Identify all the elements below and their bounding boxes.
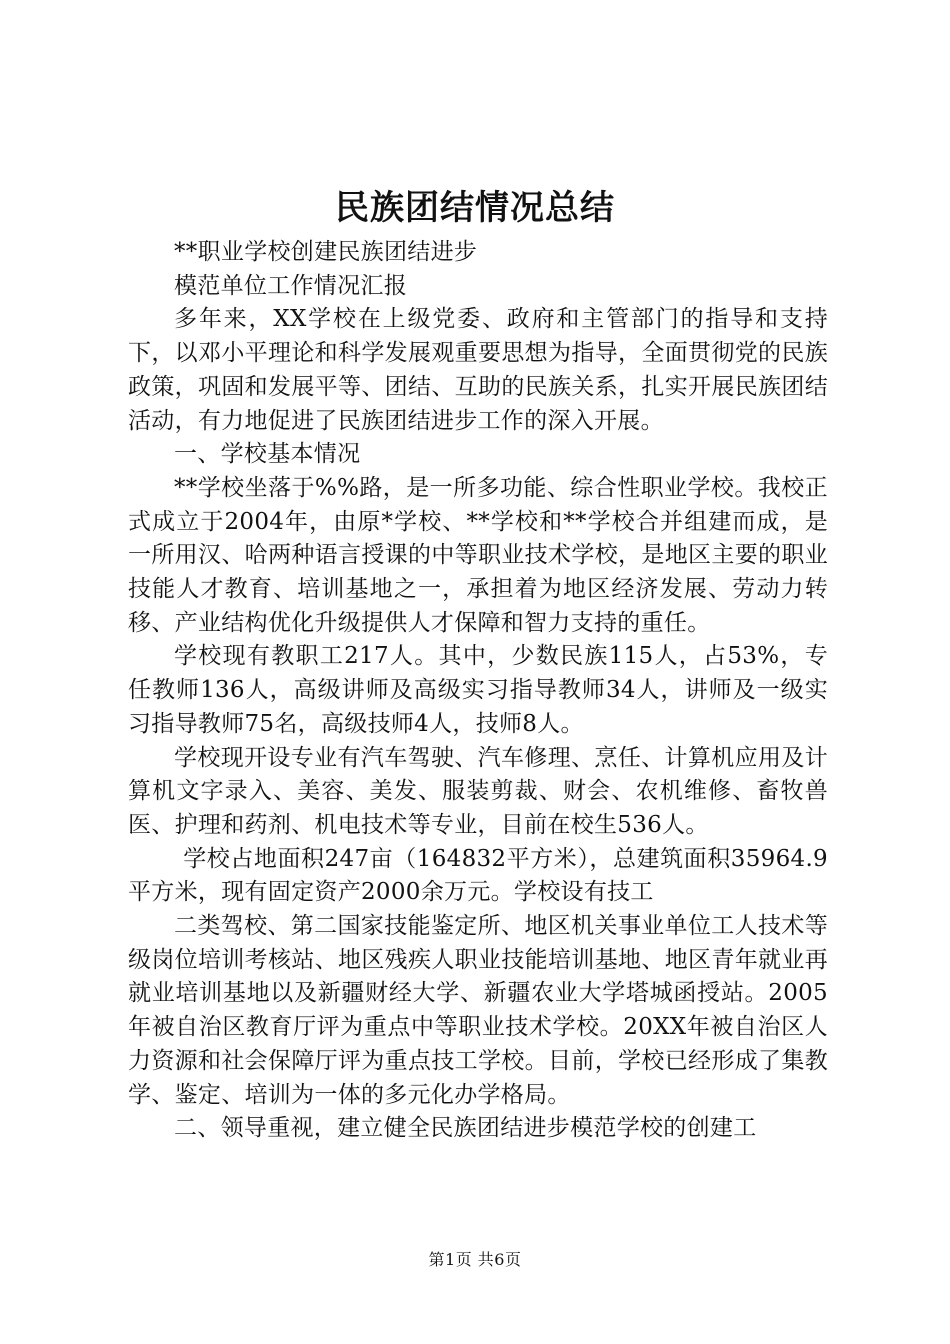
section-heading-1: 一、学校基本情况 bbox=[174, 441, 361, 468]
majors-paragraph: 学校现开设专业有汽车驾驶、汽车修理、烹任、计算机应用及计算机文字录入、美容、美发、服装剪裁、财会、农机维修、畜牧兽医、护理和药剂、机电技术等专业，目前在校生536人。 bbox=[128, 744, 828, 838]
subtitle-line-1: **职业学校创建民族团结进步 bbox=[174, 239, 478, 265]
subtitle-line-2: 模范单位工作情况汇报 bbox=[174, 272, 407, 299]
page-number: 第1页 共6页 bbox=[428, 1250, 522, 1269]
document-body bbox=[128, 236, 828, 1146]
section-heading-2: 二、领导重视，建立健全民族团结进步模范学校的创建工 bbox=[174, 1115, 757, 1142]
document-title: 民族团结情况总结 bbox=[335, 188, 615, 228]
staff-paragraph: 学校现有教职工217人。其中，少数民族115人，占53%，专任教师136人，高级讲师及高级实习指导教师34人，讲师及一级实习指导教师75名，高级技师4人，技师8人。 bbox=[128, 643, 828, 737]
facilities-paragraph: 二类驾校、第二国家技能鉴定所、地区机关事业单位工人技术等级岗位培训考核站、地区残疾人职业技能培训基地、地区青年就业再就业培训基地以及新疆财经大学、新疆农业大学塔城函授站。2005年被自治区教育厅评为重点中等职业技术学校。20XX年被自治区人力资源和社会保障厅评为重点技工学校。目前，学校已经形成了集教学、鉴定、培训为一体的多元化办学格局。 bbox=[128, 913, 828, 1108]
intro-paragraph: 多年来，XX学校在上级党委、政府和主管部门的指导和支持下，以邓小平理论和科学发展观重要思想为指导，全面贯彻党的民族政策，巩固和发展平等、团结、互助的民族关系，扎实开展民族团结活动，有力地促进了民族团结进步工作的深入开展。 bbox=[128, 306, 828, 434]
campus-area-paragraph: 学校占地面积247亩（164832平方米），总建筑面积35964.9平方米，现有固定资产2000余万元。学校设有技工 bbox=[128, 845, 828, 906]
school-overview-paragraph: **学校坐落于%%路，是一所多功能、综合性职业学校。我校正式成立于2004年，由原*学校、**学校和**学校合并组建而成，是一所用汉、哈两种语言授课的中等职业技术学校，是地区主要的职业技能人才教育、培训基地之一，承担着为地区经济发展、劳动力转移、产业结构优化升级提供人才保障和智力支持的重任。 bbox=[128, 474, 828, 636]
